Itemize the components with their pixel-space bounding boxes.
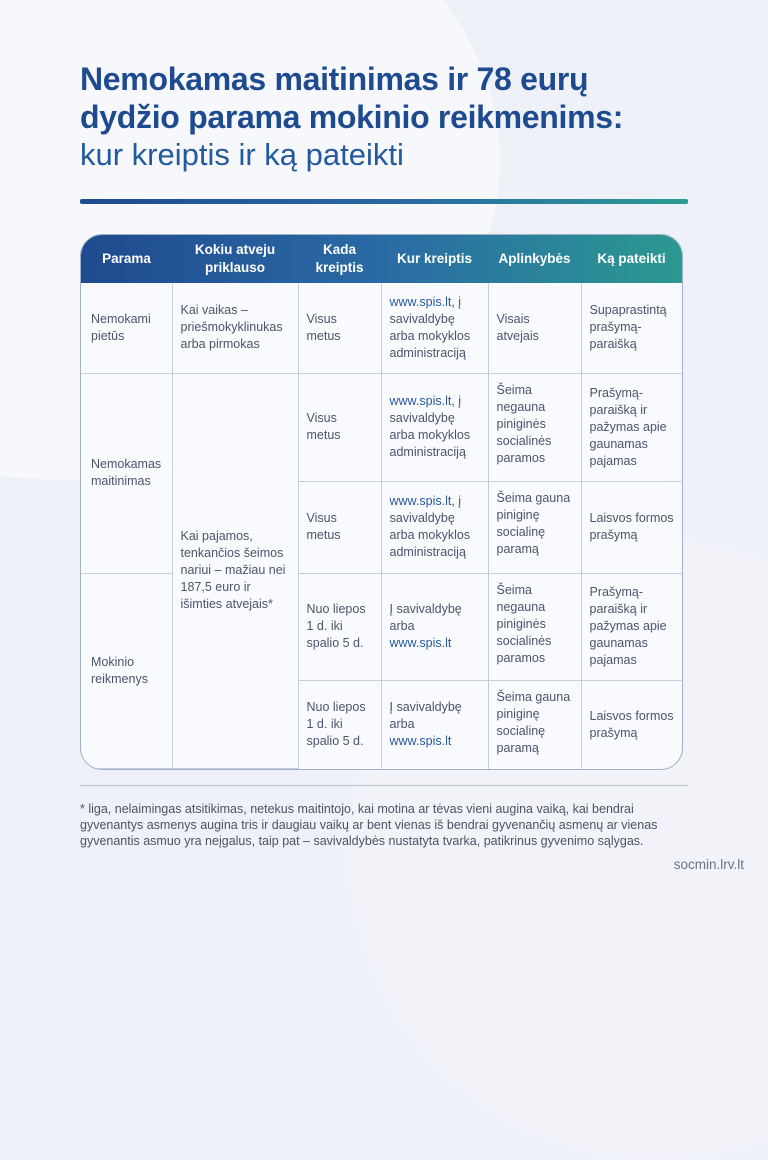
site-url[interactable]: socmin.lrv.lt (673, 857, 744, 872)
cell-kada: Nuo liepos 1 d. iki spalio 5 d. (298, 573, 381, 680)
cell-parama: Nemokami pietūs (81, 283, 172, 373)
cell-kur (381, 373, 488, 481)
header-parama: Parama (102, 251, 151, 266)
table-header-row (81, 235, 682, 283)
cell-kur (381, 481, 488, 573)
header-pateikti: Ką pateikti (597, 251, 666, 266)
cell-atvejis: Kai pajamos, tenkančios šeimos nariui – mažiau nei 187,5 euro ir išimties atvejais* (172, 373, 298, 768)
spis-link[interactable]: www.spis.lt (389, 494, 452, 509)
footnote: * liga, nelaimingas atsitikimas, netekus maitintojo, kai motina ar tėvas vieni augina vaiką, kai bendrai gyvenantys asmenys augina tris ir daugiau vaikų ar bent vienas iš bendrai gyvenančių asmenų ar vienas gyvenantis asmuo yra neįgalus, taip pat – savivaldybės nustatyta tvarka, patikrinus gyvenimo sąlygas. (80, 802, 658, 848)
header-atvejis: Kokiu atveju priklauso (194, 242, 276, 275)
cell-aplinkybes: Šeima gauna piniginę socialinę paramą (488, 680, 581, 768)
cell-kada: Visus metus (298, 481, 381, 573)
cell-pateikti: Supaprastintą prašymą-paraišką (581, 283, 682, 373)
cell-pateikti: Prašymą-paraišką ir pažymas apie gaunamas pajamas (581, 373, 682, 481)
support-table (80, 234, 683, 770)
cell-pateikti: Laisvos formos prašymą (581, 680, 682, 768)
header-aplinkybes: Aplinkybės (498, 251, 571, 266)
title-line-1: Nemokamas maitinimas ir 78 eurų (80, 61, 589, 97)
cell-atvejis: Kai vaikas – priešmokyklinukas arba pirmokas (172, 283, 298, 373)
spis-link[interactable]: www.spis.lt (389, 394, 452, 409)
cell-kada: Visus metus (298, 373, 381, 481)
cell-aplinkybes: Šeima gauna piniginę socialinę paramą (488, 481, 581, 573)
cell-parama: Nemokamas maitinimas (81, 373, 172, 573)
page-title (80, 60, 720, 174)
cell-pateikti: Laisvos formos prašymą (581, 481, 682, 573)
table-row (81, 573, 682, 680)
header-kur: Kur kreiptis (396, 251, 473, 266)
cell-aplinkybes: Visais atvejais (488, 283, 581, 373)
cell-pateikti: Prašymą-paraišką ir pažymas apie gaunamas pajamas (581, 573, 682, 680)
cell-parama: Mokinio reikmenys (81, 573, 172, 768)
cell-kur-text: , į savivaldybę arba mokyklos administraciją (389, 494, 471, 560)
table-row (81, 373, 682, 481)
title-line-2: dydžio parama mokinio reikmenims: (80, 99, 624, 135)
cell-kada: Nuo liepos 1 d. iki spalio 5 d. (298, 680, 381, 768)
cell-kur-text: Į savivaldybę arba (389, 602, 462, 634)
cell-kur-text: Į savivaldybę arba (389, 700, 462, 732)
cell-aplinkybes: Šeima negauna piniginės socialinės paramos (488, 573, 581, 680)
footnote-divider (80, 785, 688, 786)
cell-kur (381, 573, 488, 680)
title-divider (80, 199, 688, 204)
header-kada: Kada kreiptis (315, 242, 364, 275)
cell-kur (381, 283, 488, 373)
title-line-3: kur kreiptis ir ką pateikti (80, 137, 404, 172)
spis-link[interactable]: www.spis.lt (389, 636, 452, 651)
cell-kur-text: , į savivaldybę arba mokyklos administraciją (389, 294, 471, 360)
cell-kada: Visus metus (298, 283, 381, 373)
cell-kur-text: , į savivaldybę arba mokyklos administraciją (389, 394, 471, 460)
spis-link[interactable]: www.spis.lt (389, 294, 452, 309)
spis-link[interactable]: www.spis.lt (389, 734, 452, 749)
cell-aplinkybes: Šeima negauna piniginės socialinės paramos (488, 373, 581, 481)
cell-kur (381, 680, 488, 768)
table-row (81, 283, 682, 373)
